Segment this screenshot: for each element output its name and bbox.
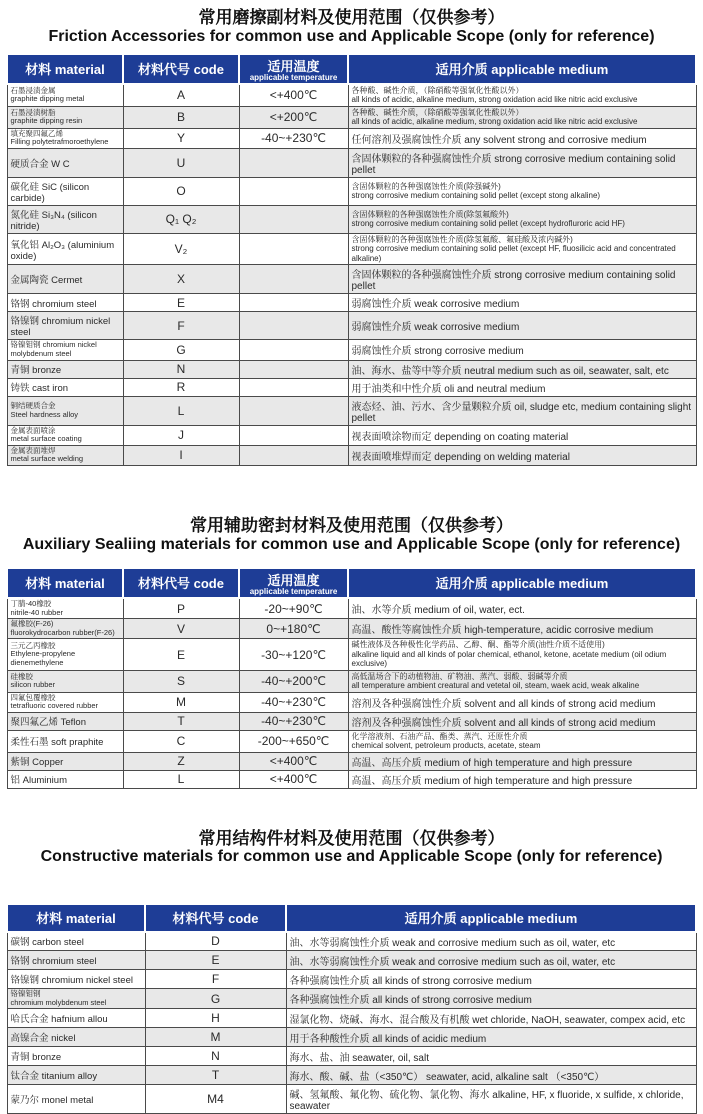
- friction-table-row: [7, 128, 696, 148]
- sealing-table-body: [7, 598, 696, 788]
- medium-cell: 高低温场合下的动植物油、矿物油、蒸汽、弱酸、弱碱等介质 all temperature ambient creatural and vetetal oil, steam, waek acid, weak alkaline: [348, 670, 696, 692]
- material-cell: 四氟包覆橡胶 tetrafluoric covered rubber: [7, 692, 123, 712]
- sealing-table-row: [7, 712, 696, 730]
- sealing-header-row: [7, 568, 696, 598]
- constructive-header-row: [7, 904, 696, 932]
- sealing-table-row: [7, 598, 696, 619]
- medium-cell: 海水、酸、碱、盐（<350℃） seawater, acid, alkaline salt （<350℃）: [286, 1066, 696, 1085]
- temperature-cell: -40~+230℃: [239, 692, 348, 712]
- material-cell: 铜结硬质合金 Steel hardness alloy: [7, 396, 123, 425]
- friction-table-row: [7, 294, 696, 312]
- temperature-cell: -40~+200℃: [239, 670, 348, 692]
- material-cell: 聚四氟乙烯 Teflon: [7, 712, 123, 730]
- material-cell: 钛合金 titanium alloy: [7, 1066, 145, 1085]
- code-cell: G: [123, 340, 239, 360]
- code-cell: T: [145, 1066, 286, 1085]
- code-cell: M4: [145, 1085, 286, 1114]
- temperature-cell: [239, 177, 348, 205]
- code-cell: M: [145, 1028, 286, 1047]
- temperature-cell: [239, 205, 348, 233]
- friction-table-row: [7, 84, 696, 106]
- friction-table-row: [7, 396, 696, 425]
- code-cell: H: [145, 1009, 286, 1028]
- constructive-table-row: [7, 951, 696, 970]
- friction-header-temperature: [239, 54, 348, 84]
- constructive-table-row: [7, 1066, 696, 1085]
- temperature-cell: -40~+230℃: [239, 712, 348, 730]
- temperature-cell: [239, 294, 348, 312]
- friction-header-temp-en: applicable temperature: [249, 72, 338, 82]
- friction-title-en: Friction Accessories for common use and Applicable Scope (only for reference): [48, 27, 655, 45]
- constructive-table-row: [7, 970, 696, 989]
- temperature-cell: [239, 396, 348, 425]
- sealing-header-temperature: [239, 568, 348, 598]
- material-cell: 三元乙丙橡胶 Ethylene-propylene dienemethylene: [7, 639, 123, 670]
- sealing-table-row: [7, 670, 696, 692]
- friction-header-material: 材料 material: [7, 54, 123, 84]
- temperature-cell: [239, 148, 348, 177]
- medium-cell: 含固体颗粒的各种强腐蚀性介质(除氢氟酸、氟硅酸及浓内碱外) strong corrosive medium containing solid pellet (except HF, fluosilicic acid and concentrated alkaline): [348, 233, 696, 264]
- friction-table-row: [7, 233, 696, 264]
- friction-table-row: [7, 312, 696, 340]
- medium-cell: 弱腐蚀性介质 weak corrosive medium: [348, 294, 696, 312]
- material-cell: 铬钢 chromium steel: [7, 951, 145, 970]
- friction-header-medium: 适用介质 applicable medium: [348, 54, 696, 84]
- medium-cell: 含固体颗粒的各种强腐蚀性介质(除强碱外) strong corrosive medium containing solid pellet (except stong alkaline): [348, 177, 696, 205]
- material-cell: 铬镍钼钢 chromium nickel molybdenum steel: [7, 340, 123, 360]
- code-cell: Y: [123, 128, 239, 148]
- temperature-cell: [239, 378, 348, 396]
- medium-cell: 含固体颗粒的各种强腐蚀性介质(除氢氟酸外) strong corrosive medium containing solid pellet (except hydrofluroric acid HF): [348, 205, 696, 233]
- sealing-header-material: 材料 material: [7, 568, 123, 598]
- friction-title-zh: 常用磨擦副材料及使用范围（仅供参考）: [198, 8, 505, 27]
- medium-cell: 油、水等介质 medium of oil, water, ect.: [348, 598, 696, 619]
- sealing-header-temp-zh: 适用温度: [267, 572, 320, 588]
- constructive-table-row: [7, 1009, 696, 1028]
- medium-cell: 高温、高压介质 medium of high temperature and high pressure: [348, 770, 696, 788]
- medium-cell: 碱性液体及各种极性化学药品、乙醇、酮、酯等介质(油性介质不适使用) alkaline liquid and all kinds of polar chemical, ethanol, ketone, acetate medium (oil odium exclusive): [348, 639, 696, 670]
- material-cell: 蒙乃尔 monel metal: [7, 1085, 145, 1114]
- medium-cell: 用于油类和中性介质 oli and neutral medium: [348, 378, 696, 396]
- constructive-header-material: 材料 material: [7, 904, 145, 932]
- material-cell: 硬质合金 W C: [7, 148, 123, 177]
- medium-cell: 弱腐蚀性介质 weak corrosive medium: [348, 312, 696, 340]
- medium-cell: 视表面喷堆焊而定 depending on welding material: [348, 445, 696, 465]
- medium-cell: 溶剂及各种强腐蚀性介质 solvent and all kinds of strong acid medium: [348, 712, 696, 730]
- sealing-header-code: 材料代号 code: [123, 568, 239, 598]
- sealing-table: [6, 567, 697, 789]
- material-cell: 铬镍钢 chromium nickel steel: [7, 312, 123, 340]
- friction-header-temp-zh: 适用温度: [267, 58, 320, 74]
- temperature-cell: -20~+90℃: [239, 598, 348, 619]
- sealing-table-row: [7, 730, 696, 752]
- code-cell: B: [123, 106, 239, 128]
- material-cell: 铬镍钢 chromium nickel steel: [7, 970, 145, 989]
- material-cell: 柔性石墨 soft praphite: [7, 730, 123, 752]
- material-cell: 氮化硅 Si₃N₄ (silicon nitride): [7, 205, 123, 233]
- friction-table-row: [7, 205, 696, 233]
- sealing-table-row: [7, 692, 696, 712]
- medium-cell: 海水、盐、油 seawater, oil, salt: [286, 1047, 696, 1066]
- code-cell: J: [123, 425, 239, 445]
- material-cell: 青铜 bronze: [7, 1047, 145, 1066]
- sealing-header-temp-en: applicable temperature: [249, 586, 338, 596]
- constructive-header-medium: 适用介质 applicable medium: [286, 904, 696, 932]
- friction-table-row: [7, 106, 696, 128]
- medium-cell: 油、水等弱腐蚀性介质 weak and corrosive medium such as oil, water, etc: [286, 951, 696, 970]
- constructive-title-en: Constructive materials for common use and Applicable Scope (only for reference): [40, 848, 663, 866]
- material-cell: 氟橡胶(F-26) fluorokydrocarbon rubber(F-26): [7, 619, 123, 639]
- code-cell: E: [123, 294, 239, 312]
- temperature-cell: [239, 445, 348, 465]
- code-cell: E: [145, 951, 286, 970]
- code-cell: U: [123, 148, 239, 177]
- constructive-table-row: [7, 989, 696, 1009]
- material-cell: 哈氏合金 hafnium allou: [7, 1009, 145, 1028]
- code-cell: G: [145, 989, 286, 1009]
- friction-table-row: [7, 445, 696, 465]
- sealing-table-row: [7, 752, 696, 770]
- medium-cell: 碱、氢氟酸、氟化物、硫化物、氯化物、海水 alkaline, HF, x fluoride, x sulfide, x chloride, seawater: [286, 1085, 696, 1114]
- medium-cell: 视表面喷涂物而定 depending on coating material: [348, 425, 696, 445]
- temperature-cell: [239, 265, 348, 294]
- sealing-header-medium: 适用介质 applicable medium: [348, 568, 696, 598]
- code-cell: M: [123, 692, 239, 712]
- friction-table-row: [7, 425, 696, 445]
- temperature-cell: <+200℃: [239, 106, 348, 128]
- constructive-table-row: [7, 932, 696, 951]
- sealing-table-row: [7, 619, 696, 639]
- material-cell: 金属表面喷涂 metal surface coating: [7, 425, 123, 445]
- material-cell: 石墨浸渍树脂 graphite dipping resin: [7, 106, 123, 128]
- constructive-table-body: [7, 932, 696, 1114]
- temperature-cell: <+400℃: [239, 84, 348, 106]
- medium-cell: 各种酸、碱性介质，（除硝酸等强氧化性酸以外） all kinds of acidic, alkaline medium, strong oxidation acid like nitric acid exclusive: [348, 106, 696, 128]
- medium-cell: 化学溶液剂、石油产品、酯类、蒸汽、还原性介质 chemical solvent, petroleum products, acetate, steam: [348, 730, 696, 752]
- code-cell: R: [123, 378, 239, 396]
- material-cell: 青铜 bronze: [7, 360, 123, 378]
- friction-header-row: [7, 54, 696, 84]
- code-cell: O: [123, 177, 239, 205]
- friction-table: [6, 53, 697, 466]
- material-cell: 铝 Aluminium: [7, 770, 123, 788]
- friction-table-row: [7, 360, 696, 378]
- code-cell: V: [123, 619, 239, 639]
- friction-table-row: [7, 378, 696, 396]
- material-cell: 铬钢 chromium steel: [7, 294, 123, 312]
- friction-table-row: [7, 265, 696, 294]
- material-cell: 金属表面堆焊 metal surface welding: [7, 445, 123, 465]
- section-title-friction: [0, 0, 703, 46]
- friction-table-row: [7, 148, 696, 177]
- sealing-title-en: Auxiliary Sealiing materials for common use and Applicable Scope (only for reference): [22, 535, 681, 553]
- temperature-cell: <+400℃: [239, 770, 348, 788]
- medium-cell: 弱腐蚀性介质 strong corrosive medium: [348, 340, 696, 360]
- medium-cell: 用于各种酸性介质 all kinds of acidic medium: [286, 1028, 696, 1047]
- sealing-table-row: [7, 639, 696, 670]
- temperature-cell: [239, 425, 348, 445]
- code-cell: Z: [123, 752, 239, 770]
- medium-cell: 含固体颗粒的各种强腐蚀性介质 strong corrosive medium containing solid pellet: [348, 265, 696, 294]
- friction-table-body: [7, 84, 696, 466]
- code-cell: T: [123, 712, 239, 730]
- code-cell: L: [123, 770, 239, 788]
- friction-table-row: [7, 340, 696, 360]
- material-cell: 石墨浸渍金属 graphite dipping metal: [7, 84, 123, 106]
- medium-cell: 各种强腐蚀性介质 all kinds of strong corrosive medium: [286, 970, 696, 989]
- constructive-table-row: [7, 1028, 696, 1047]
- material-cell: 铬镍钼钢 chromium molybdenum steel: [7, 989, 145, 1009]
- material-cell: 氧化铝 Al₂O₃ (aluminium oxide): [7, 233, 123, 264]
- medium-cell: 溶剂及各种强腐蚀性介质 solvent and all kinds of strong acid medium: [348, 692, 696, 712]
- code-cell: I: [123, 445, 239, 465]
- code-cell: N: [145, 1047, 286, 1066]
- sealing-title-zh: 常用辅助密封材料及使用范围（仅供参考）: [190, 516, 513, 535]
- material-cell: 硅橡胶 silicon rubber: [7, 670, 123, 692]
- medium-cell: 液态烃、油、污水、含少量颗粒介质 oil, sludge etc, medium containing slight pellet: [348, 396, 696, 425]
- sealing-table-row: [7, 770, 696, 788]
- medium-cell: 任何溶剂及强腐蚀性介质 any solvent strong and corrosive medium: [348, 128, 696, 148]
- material-cell: 丁腈-40橡胶 nitrile-40 rubber: [7, 598, 123, 619]
- code-cell: N: [123, 360, 239, 378]
- friction-header-code: 材料代号 code: [123, 54, 239, 84]
- code-cell: F: [123, 312, 239, 340]
- temperature-cell: 0~+180℃: [239, 619, 348, 639]
- medium-cell: 高温、酸性等腐蚀性介质 high-temperature, acidic corrosive medium: [348, 619, 696, 639]
- temperature-cell: <+400℃: [239, 752, 348, 770]
- code-cell: E: [123, 639, 239, 670]
- temperature-cell: [239, 233, 348, 264]
- medium-cell: 湿氯化物、烧碱、海水、混合酸及有机酸 wet chloride, NaOH, seawater, compex acid, etc: [286, 1009, 696, 1028]
- code-cell: V₂: [123, 233, 239, 264]
- constructive-title-zh: 常用结构件材料及使用范围（仅供参考）: [198, 828, 505, 848]
- medium-cell: 油、海水、盐等中等介质 neutral medium such as oil, seawater, salt, etc: [348, 360, 696, 378]
- material-cell: 碳化硅 SiC (silicon carbide): [7, 177, 123, 205]
- material-cell: 填充聚四氟乙烯 Filling polytetrafmoroethylene: [7, 128, 123, 148]
- medium-cell: 含固体颗粒的各种强腐蚀性介质 strong corrosive medium containing solid pellet: [348, 148, 696, 177]
- material-cell: 碳钢 carbon steel: [7, 932, 145, 951]
- medium-cell: 各种强腐蚀性介质 all kinds of strong corrosive medium: [286, 989, 696, 1009]
- code-cell: Q₁ Q₂: [123, 205, 239, 233]
- friction-table-row: [7, 177, 696, 205]
- temperature-cell: -40~+230℃: [239, 128, 348, 148]
- temperature-cell: [239, 360, 348, 378]
- material-cell: 紫铜 Copper: [7, 752, 123, 770]
- temperature-cell: [239, 340, 348, 360]
- code-cell: C: [123, 730, 239, 752]
- code-cell: L: [123, 396, 239, 425]
- temperature-cell: -30~+120℃: [239, 639, 348, 670]
- material-cell: 高镍合金 nickel: [7, 1028, 145, 1047]
- section-title-sealing: [0, 516, 703, 554]
- material-cell: 铸铁 cast iron: [7, 378, 123, 396]
- section-title-constructive: [0, 829, 703, 867]
- medium-cell: 各种酸、碱性介质，（除硝酸等强氧化性酸以外） all kinds of acidic, alkaline medium, strong oxidation acid like nitric acid exclusive: [348, 84, 696, 106]
- constructive-table-row: [7, 1085, 696, 1114]
- medium-cell: 高温、高压介质 medium of high temperature and high pressure: [348, 752, 696, 770]
- code-cell: X: [123, 265, 239, 294]
- constructive-header-code: 材料代号 code: [145, 904, 286, 932]
- code-cell: A: [123, 84, 239, 106]
- code-cell: S: [123, 670, 239, 692]
- temperature-cell: [239, 312, 348, 340]
- constructive-table: [6, 903, 697, 1114]
- temperature-cell: -200~+650℃: [239, 730, 348, 752]
- medium-cell: 油、水等弱腐蚀性介质 weak and corrosive medium such as oil, water, etc: [286, 932, 696, 951]
- material-cell: 金属陶瓷 Cermet: [7, 265, 123, 294]
- code-cell: D: [145, 932, 286, 951]
- code-cell: P: [123, 598, 239, 619]
- constructive-table-row: [7, 1047, 696, 1066]
- code-cell: F: [145, 970, 286, 989]
